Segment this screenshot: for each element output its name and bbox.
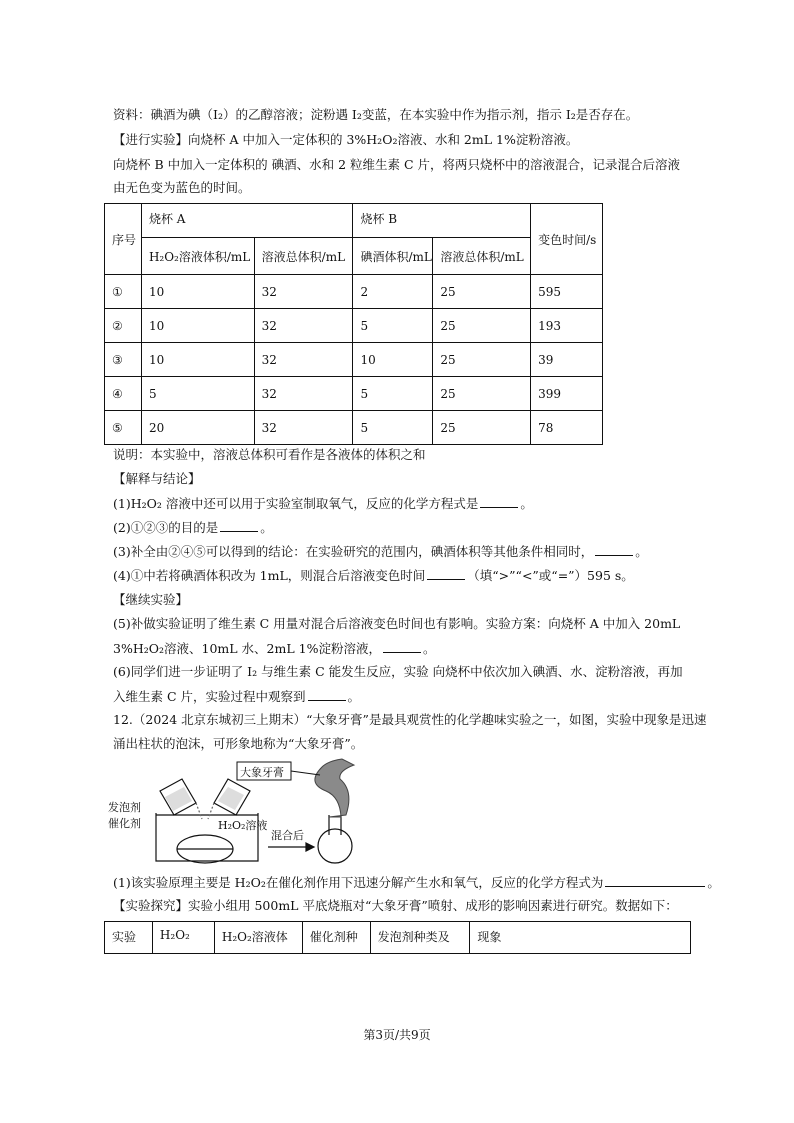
- cell-time: 193: [531, 309, 603, 343]
- question-6-cont: [113, 688, 360, 705]
- header-iodine-volume: 碘酒体积/mL: [353, 238, 433, 275]
- explore-line: 【实验探究】实验小组用 500mL 平底烧瓶对“大象牙膏”喷射、成形的影响因素进行研究。数据如下：: [113, 898, 678, 913]
- header-total-volume-a: 溶液总体积/mL: [254, 238, 353, 275]
- header-cup-b: 烧杯 B: [353, 204, 531, 238]
- resource-line: 资料：碘酒为碘（I₂）的乙醇溶液；淀粉遇 I₂变蓝，在本实验中作为指示剂，指示 I₂是否存在。: [113, 107, 639, 122]
- header-h2o2-volume: H₂O₂溶液体积/mL: [141, 238, 254, 275]
- question-6-text: 入维生素 C 片，实验过程中观察到: [113, 689, 306, 704]
- question-5: (5)补做实验证明了维生素 C 用量对混合后溶液变色时间也有影响。实验方案：向烧杯 A 中加入 20mL: [113, 616, 681, 631]
- question-2-end: 。: [260, 520, 273, 535]
- answer-blank[interactable]: [427, 567, 465, 580]
- cell-h2o2: 20: [141, 411, 254, 445]
- question-3-end: 。: [635, 544, 648, 559]
- question-3: [113, 543, 648, 560]
- cell-total-b: 25: [433, 309, 531, 343]
- label-catalyst: 催化剂: [108, 817, 141, 830]
- table-row: [105, 275, 603, 309]
- header-h2o2-volume: H₂O₂溶液体: [214, 922, 302, 954]
- step2-line: 向烧杯 B 中加入一定体积的 碘酒、水和 2 粒维生素 C 片，将两只烧杯中的溶液混合，记录混合后溶液: [113, 157, 681, 172]
- cell-time: 399: [531, 377, 603, 411]
- header-total-volume-b: 溶液总体积/mL: [433, 238, 531, 275]
- header-catalyst: 催化剂种: [302, 922, 370, 954]
- cell-total-b: 25: [433, 343, 531, 377]
- cell-time: 78: [531, 411, 603, 445]
- step1-line: 【进行实验】向烧杯 A 中加入一定体积的 3%H₂O₂溶液、水和 2mL 1%淀粉溶液。: [113, 132, 579, 147]
- experiment-table: [104, 203, 603, 445]
- explore-table: [104, 921, 691, 954]
- arrow: [268, 843, 314, 851]
- beaker-left: [160, 779, 202, 819]
- question-2-text: (2)①②③的目的是: [113, 520, 219, 535]
- question-12-cont: 涌出柱状的泡沫，可形象地称为“大象牙膏”。: [113, 736, 364, 751]
- answer-blank[interactable]: [383, 640, 421, 653]
- header-phenomenon: 现象: [470, 922, 691, 954]
- label-h2o2: H₂O₂溶液: [218, 819, 268, 832]
- cell-total-a: 32: [254, 275, 353, 309]
- cell-h2o2: 10: [141, 343, 254, 377]
- cell-total-b: 25: [433, 411, 531, 445]
- question-5-cont: [113, 640, 435, 657]
- cell-h2o2: 5: [141, 377, 254, 411]
- cell-no: ①: [105, 275, 142, 309]
- note-line: 说明：本实验中，溶液总体积可看作是各液体的体积之和: [113, 447, 426, 462]
- table-row: [105, 411, 603, 445]
- cell-iodine: 5: [353, 411, 433, 445]
- question-12: 12.（2024 北京东城初三上期末）“大象牙膏”是最具观赏性的化学趣味实验之一，如图，实验中现象是迅速: [113, 712, 707, 727]
- foam: [315, 759, 354, 817]
- question-12-1-end: 。: [707, 875, 720, 890]
- table-row: [105, 309, 603, 343]
- table-row: [105, 343, 603, 377]
- question-1: [113, 495, 533, 512]
- header-h2o2: H₂O₂: [152, 922, 214, 954]
- label-toothpaste: 大象牙膏: [240, 766, 284, 779]
- cell-iodine: 5: [353, 377, 433, 411]
- cell-iodine: 10: [353, 343, 433, 377]
- cell-h2o2: 10: [141, 309, 254, 343]
- question-6-end: 。: [347, 689, 361, 704]
- question-4: [113, 567, 634, 584]
- answer-blank[interactable]: [480, 495, 518, 508]
- question-5-end: 。: [422, 641, 436, 656]
- header-foam-agent: 发泡剂种类及: [370, 922, 470, 954]
- cell-h2o2: 10: [141, 275, 254, 309]
- question-2: [113, 519, 273, 536]
- cell-total-a: 32: [254, 309, 353, 343]
- question-6: (6)同学们进一步证明了 I₂ 与维生素 C 能发生反应，实验 向烧杯中依次加入碘酒、水、淀粉溶液，再加: [113, 664, 683, 679]
- table-row: [105, 377, 603, 411]
- header-time: 变色时间/s: [531, 204, 603, 275]
- cell-total-b: 25: [433, 377, 531, 411]
- cell-time: 595: [531, 275, 603, 309]
- question-12-1-text: (1)该实验原理主要是 H₂O₂在催化剂作用下迅速分解产生水和氧气，反应的化学方程式为: [113, 875, 604, 890]
- step2-line-cont: 由无色变为蓝色的时间。: [113, 180, 251, 195]
- answer-blank[interactable]: [308, 688, 346, 701]
- answer-blank[interactable]: [220, 519, 258, 532]
- header-experiment: 实验: [105, 922, 153, 954]
- cell-no: ④: [105, 377, 142, 411]
- cell-total-a: 32: [254, 377, 353, 411]
- beaker-right: [208, 779, 250, 819]
- question-4-text: (4)①中若将碘酒体积改为 1mL，则混合后溶液变色时间: [113, 568, 426, 583]
- elephant-toothpaste-diagram: [108, 757, 368, 869]
- header-cup-a: 烧杯 A: [141, 204, 353, 238]
- cell-iodine: 5: [353, 309, 433, 343]
- cell-no: ⑤: [105, 411, 142, 445]
- flask: [318, 815, 352, 863]
- label-pointer: [291, 771, 320, 775]
- cell-no: ③: [105, 343, 142, 377]
- answer-blank[interactable]: [595, 543, 633, 556]
- cell-iodine: 2: [353, 275, 433, 309]
- section-explain: 【解释与结论】: [113, 471, 201, 486]
- cell-time: 39: [531, 343, 603, 377]
- cell-total-a: 32: [254, 411, 353, 445]
- cell-total-a: 32: [254, 343, 353, 377]
- cell-total-b: 25: [433, 275, 531, 309]
- answer-blank[interactable]: [605, 874, 705, 887]
- header-index: 序号: [105, 204, 142, 275]
- question-1-end: 。: [520, 496, 533, 511]
- question-5-text: 3%H₂O₂溶液、10mL 水、2mL 1%淀粉溶液，: [113, 641, 381, 656]
- section-continue: 【继续实验】: [113, 592, 189, 607]
- label-foam: 发泡剂: [108, 801, 141, 814]
- cell-no: ②: [105, 309, 142, 343]
- table-header-row: [105, 922, 691, 954]
- question-1-text: (1)H₂O₂ 溶液中还可以用于实验室制取氧气，反应的化学方程式是: [113, 496, 479, 511]
- question-12-1: [113, 874, 720, 891]
- question-4-end: （填“>”“<”或“=”）595 s。: [467, 568, 634, 583]
- label-mixed: 混合后: [271, 829, 304, 842]
- page-footer: 第3页/共9页: [363, 1028, 431, 1042]
- question-3-text: (3)补全由②④⑤可以得到的结论：在实验研究的范围内，碘酒体积等其他条件相同时，: [113, 544, 594, 559]
